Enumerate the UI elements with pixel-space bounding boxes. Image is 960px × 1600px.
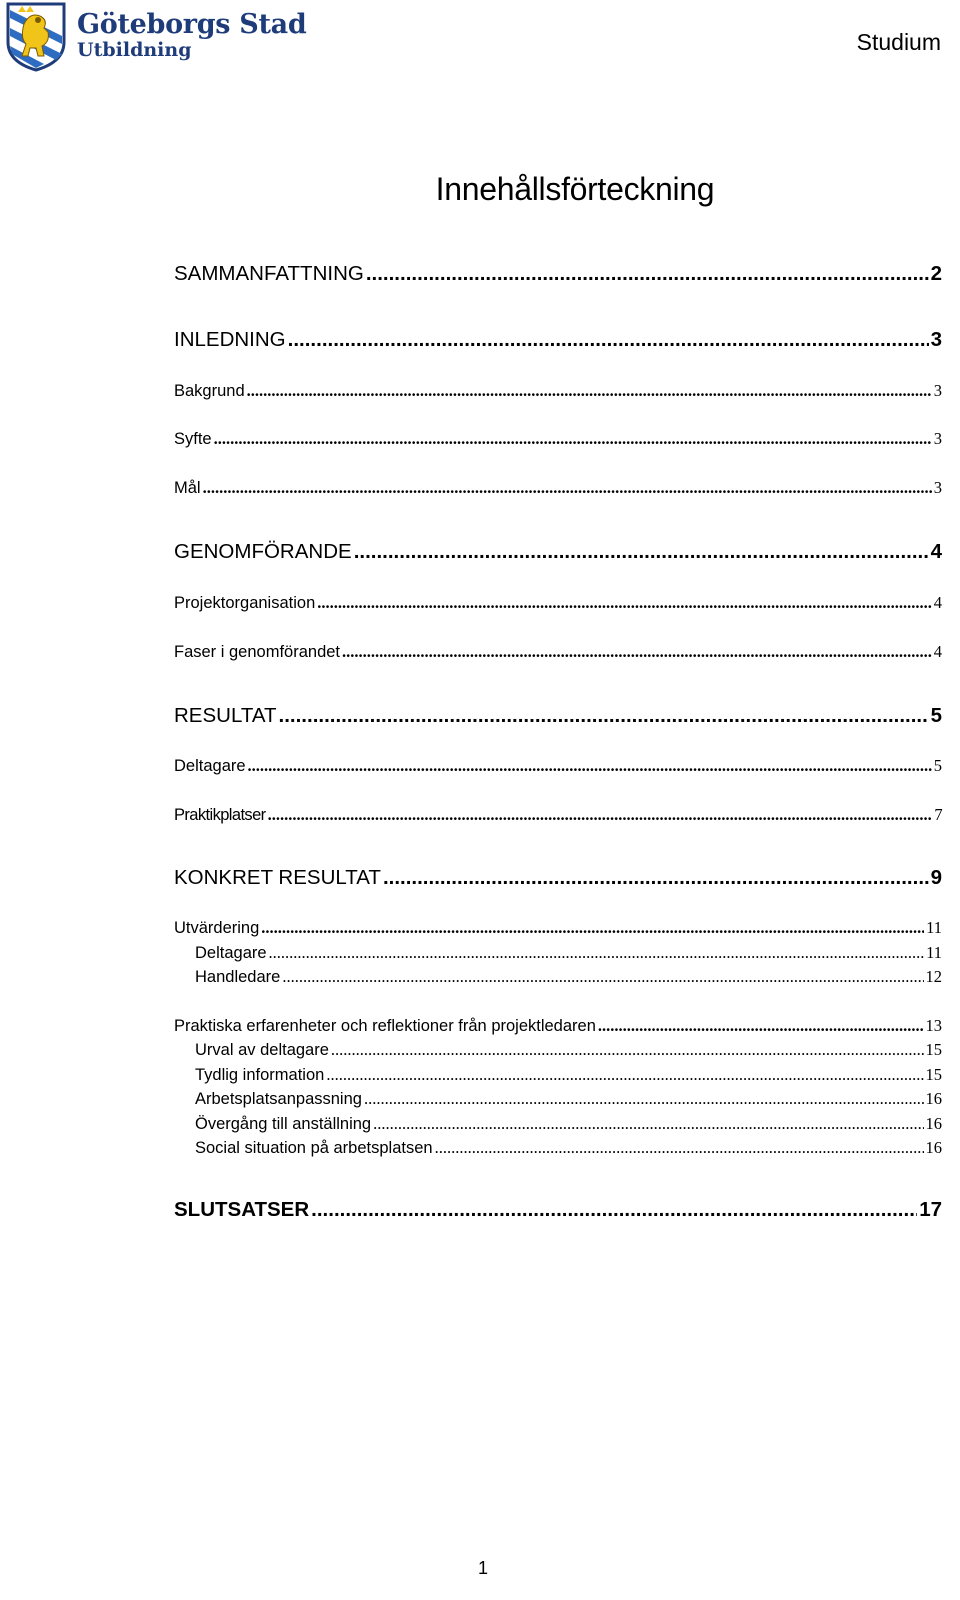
toc-entry-page: 16 <box>925 1114 942 1133</box>
toc-entry[interactable] <box>174 429 942 449</box>
toc-entry-page: 3 <box>933 429 942 448</box>
toc-entry-title: INLEDNING <box>174 328 286 351</box>
toc-entry-title: Utvärdering <box>174 919 260 937</box>
toc-leader <box>331 1040 924 1060</box>
toc-entry-title: Projektorganisation <box>174 594 316 612</box>
toc-entry[interactable] <box>174 478 942 498</box>
toc-leader <box>247 381 932 401</box>
toc-entry-page: 4 <box>933 642 942 661</box>
toc-leader <box>317 593 932 613</box>
toc-entry-title: Mål <box>174 479 201 497</box>
toc-entry-page: 7 <box>934 805 942 824</box>
toc-entry[interactable] <box>174 593 942 613</box>
toc-leader <box>214 429 932 449</box>
toc-entry[interactable] <box>195 967 942 987</box>
toc-entry-page: 16 <box>925 1089 942 1108</box>
toc-leader <box>248 756 932 776</box>
toc-entry-page: 13 <box>925 1016 942 1035</box>
toc-entry[interactable] <box>195 1138 942 1158</box>
toc-entry[interactable] <box>174 328 942 352</box>
toc-entry-page: 12 <box>925 967 942 986</box>
toc-entry-page: 3 <box>933 381 942 400</box>
toc-entry-title: SAMMANFATTNING <box>174 262 364 285</box>
toc-entry-title: Urval av deltagare <box>195 1041 329 1059</box>
document-label: Studium <box>856 29 941 55</box>
toc-entry[interactable] <box>195 1089 942 1109</box>
toc-leader <box>269 943 925 963</box>
toc-leader <box>435 1138 924 1158</box>
organization-wordmark <box>77 11 306 60</box>
toc-leader <box>354 540 929 564</box>
toc-entry[interactable] <box>195 1065 942 1085</box>
toc-entry-title: Tydlig information <box>195 1066 325 1084</box>
toc-leader <box>261 918 924 938</box>
toc-entry[interactable] <box>174 918 942 938</box>
toc-leader <box>268 805 933 825</box>
toc-entry-page: 16 <box>925 1138 942 1157</box>
toc-entry[interactable] <box>174 805 942 825</box>
toc-entry-page: 15 <box>925 1065 942 1084</box>
toc-entry[interactable] <box>174 1198 942 1222</box>
organization-name: Göteborgs Stad <box>77 9 307 40</box>
toc-entry-page: 5 <box>930 704 942 727</box>
toc-entry-page: 15 <box>925 1040 942 1059</box>
toc-leader <box>383 866 929 890</box>
toc-leader <box>364 1089 924 1109</box>
toc-entry[interactable] <box>174 866 942 890</box>
toc-entry-page: 4 <box>930 540 942 563</box>
organization-unit: Utbildning <box>77 39 192 61</box>
toc-leader <box>373 1114 923 1134</box>
toc-entry-page: 4 <box>933 593 942 612</box>
page-number: 1 <box>477 1558 488 1578</box>
coat-of-arms-lion-icon <box>4 2 68 72</box>
toc-title: Innehållsförteckning <box>435 171 715 208</box>
toc-entry[interactable] <box>174 756 942 776</box>
toc-entry[interactable] <box>195 1114 942 1134</box>
toc-entry[interactable] <box>174 1016 942 1036</box>
toc-entry[interactable] <box>195 1040 942 1060</box>
toc-entry-title: Arbetsplatsanpassning <box>195 1090 362 1108</box>
toc-leader <box>598 1016 924 1036</box>
toc-entry-title: Deltagare <box>174 757 246 775</box>
toc-entry-title: KONKRET RESULTAT <box>174 866 381 889</box>
toc-entry-page: 5 <box>933 756 942 775</box>
toc-entry-page: 11 <box>926 918 942 937</box>
toc-leader <box>279 704 929 728</box>
toc-entry[interactable] <box>174 704 942 728</box>
toc-entry-page: 9 <box>930 866 942 889</box>
toc-entry[interactable] <box>174 540 942 564</box>
toc-entry-page: 17 <box>919 1198 942 1221</box>
toc-entry-page: 2 <box>930 262 942 285</box>
toc-entry[interactable] <box>195 943 942 963</box>
toc-entry-title: GENOMFÖRANDE <box>174 540 352 563</box>
toc-leader <box>203 478 932 498</box>
toc-entry-title: Handledare <box>195 968 281 986</box>
toc-entry-title: Praktiska erfarenheter och reflektioner från projektledaren <box>174 1017 596 1035</box>
toc-leader <box>288 328 929 352</box>
toc-entry[interactable] <box>174 642 942 662</box>
toc-entry-title: Praktikplatser <box>174 806 266 824</box>
toc-entry-title: Deltagare <box>195 944 267 962</box>
toc-entry-title: Faser i genomförandet <box>174 643 341 661</box>
toc-entry-title: Social situation på arbetsplatsen <box>195 1139 433 1157</box>
toc-entry-title: Bakgrund <box>174 382 245 400</box>
toc-leader <box>342 642 932 662</box>
toc-entry-title: RESULTAT <box>174 704 277 727</box>
toc-entry[interactable] <box>174 381 942 401</box>
toc-entry-page: 11 <box>926 943 942 962</box>
toc-entry-title: Övergång till anställning <box>195 1115 372 1133</box>
toc-entry-page: 3 <box>933 478 942 497</box>
toc-entry-page: 3 <box>930 328 942 351</box>
toc-leader <box>326 1065 923 1085</box>
toc-leader <box>366 262 929 286</box>
toc-leader <box>282 967 923 987</box>
toc-entry-title: Syfte <box>174 430 212 448</box>
toc-entry[interactable] <box>174 262 942 286</box>
toc-entry-title: SLUTSATSER <box>174 1198 310 1221</box>
toc-leader <box>311 1198 917 1222</box>
